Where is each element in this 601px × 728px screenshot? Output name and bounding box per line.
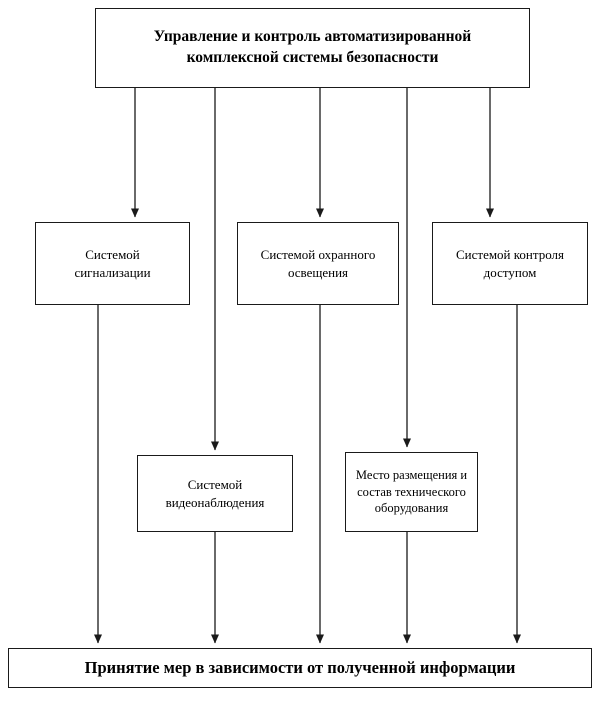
node-video-surveillance: Системой видеонаблюдения: [137, 455, 293, 532]
node-take-measures: Принятие мер в зависимости от полученной информации: [8, 648, 592, 688]
node-alarm-system: Системой сигнализации: [35, 222, 190, 305]
node-management-control: Управление и контроль автоматизированной комплексной системы безопасности: [95, 8, 530, 88]
node-equipment-placement: Место размещения и состав технического оборудования: [345, 452, 478, 532]
node-security-lighting: Системой охранного освещения: [237, 222, 399, 305]
node-access-control: Системой контроля доступом: [432, 222, 588, 305]
